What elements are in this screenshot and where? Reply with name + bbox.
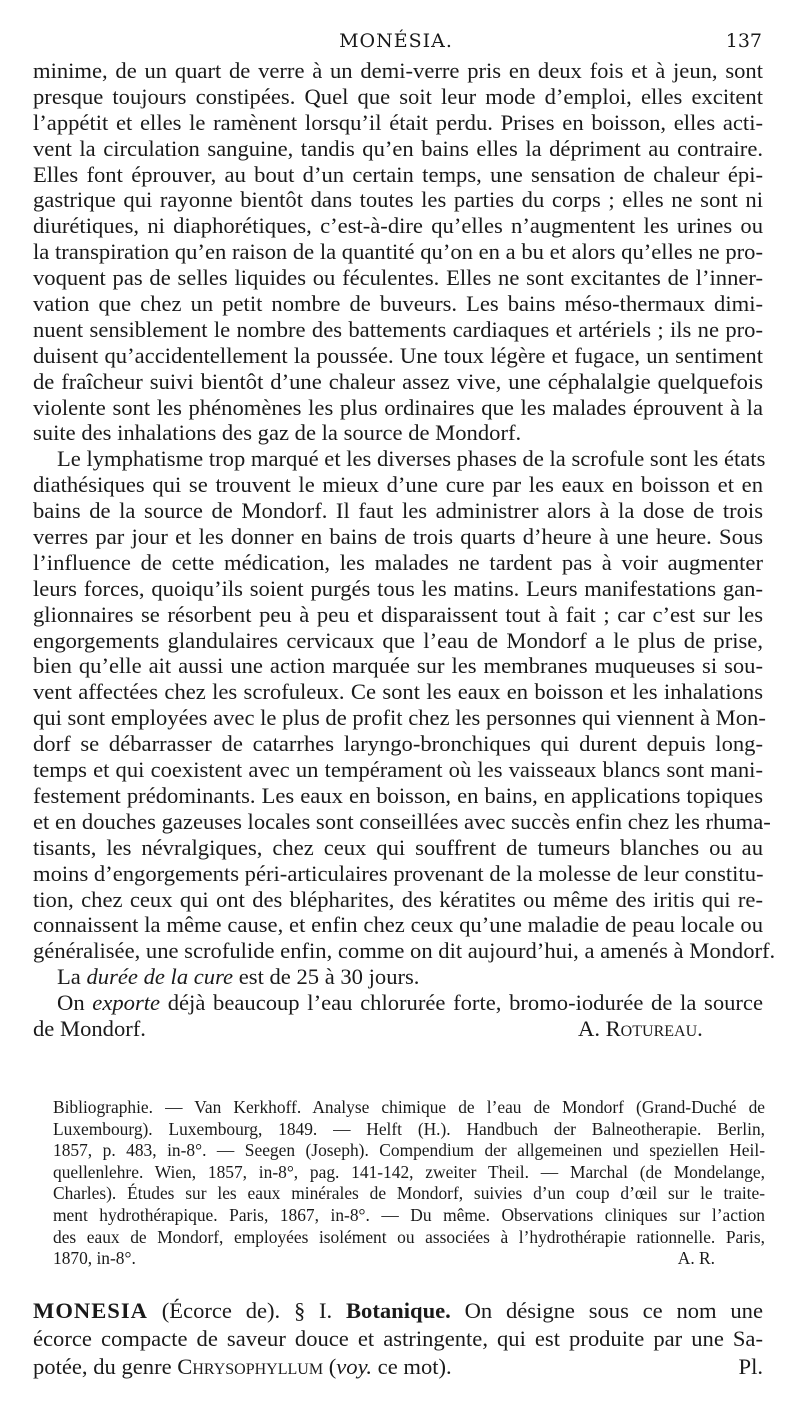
entry-text: ( [323,1354,337,1379]
text: de Mondorf. [33,1015,146,1041]
bibliography-text: Bibliographie. — Van Kerkhoff. Analyse chimique de l’eau de Mondorf (Grand-Duché de [53,1097,765,1117]
entry-line: écorce compacte de saveur douce et astringente, qui est produite par une Sa- [33,1326,763,1351]
text-line: la transpiration qu’en raison de la quantité qu’on en a bu et alors qu’elles ne pro- [33,239,763,265]
bibliography-line [53,1205,765,1227]
bibliography-text: des eaux de Mondorf, employées isolément ou associées à l’hydrothérapie rationnelle. Paris, [53,1226,765,1247]
text-line: vent la circulation sanguine, tandis qu’en bains elles la dépriment au contraire. [33,135,763,161]
text-line: diathésiques qui se trouvent le mieux d’une cure par les eaux en boisson et en [33,472,763,498]
text-line: Elles font éprouver, au bout d’un certain temps, une sensation de chaleur épi- [33,161,763,187]
text-line: l’appétit et elles le ramènent lorsqu’il était perdu. Prises en boisson, elles acti- [33,109,763,135]
text-line: qui sont employées avec le plus de profit chez les personnes qui viennent à Mon- [33,705,766,731]
text-line: connaissent la même cause, et enfin chez ceux qu’une maladie de peau locale ou [33,912,763,938]
text-line: suite des inhalations des gaz de la source de Mondorf. [33,420,522,446]
text-line: généralisée, une scrofulide enfin, comme on dit aujourd’hui, a amenés à Mondorf. [33,938,776,964]
text-line: dorf se débarrasser de catarrhes laryngo-bronchiques qui durent depuis long- [33,731,763,757]
bibliography-text: Luxembourg). Luxembourg, 1849. — Helft (H.). Handbuch der Balneotherapie. Berlin, [53,1118,765,1139]
text-line: bains de la source de Mondorf. Il faut les administrer alors à la dose de trois [33,498,763,524]
bibliography-line [53,1227,765,1249]
bibliography-text: quellenlehre. Wien, 1857, in-8°, pag. 141-142, zweiter Theil. — Marchal (de Mondelange, [53,1161,765,1182]
headword: MONESIA [33,1298,148,1323]
bibliography-text: Charles). Études sur les eaux minérales de Mondorf, suivies d’un coup d’œil sur le traite- [53,1183,765,1204]
bibliography-text: ment hydrothérapique. Paris, 1867, in-8°. — Du même. Observations cliniques sur l’action [53,1204,765,1225]
text-line: violente sont les phénomènes les plus ordinaires que les malades éprouvent à la [33,394,763,420]
entry-text: On désigne sous ce nom une [450,1298,764,1323]
text-line: festement prédominants. Les eaux en boisson, en bains, en applications topiques [33,782,763,808]
text-line: engorgements glandulaires cervicaux que l’eau de Mondorf a le plus de prise, [33,627,763,653]
bibliography-line [53,1183,765,1205]
text-line: et en douches gazeuses locales sont conseillées avec succès enfin chez les rhuma- [33,808,771,834]
text-line: minime, de un quart de verre à un demi-verre pris en deux fois et à jeun, sont [33,58,763,83]
running-header [30,30,762,56]
cross-reference: voy. [336,1354,373,1379]
text-line: bien qu’elle ait aussi une action marquée sur les membranes muqueuses si sou- [33,653,763,679]
text-line: gastrique qui rayonne bientôt dans toutes les parties du corps ; elles ne sont ni [33,187,763,213]
author-signature: A. Rotureau. [578,1015,703,1041]
section-title: Botanique. [345,1298,451,1323]
bibliography-text: 1870, in-8°. [53,1248,136,1269]
bibliography-line [53,1248,765,1270]
text-line: verres par jour et les donner en bains de trois quarts d’heure à une heure. Sous [33,524,763,550]
duree-line [33,964,763,990]
text: La [57,964,87,990]
italic-term: exporte [92,990,161,1016]
text-line: duisent qu’accidentellement la poussée. Une toux légère et fugace, un sentiment [33,342,763,368]
text-line: l’influence de cette médication, les malades ne tardent pas à voir augmenter [33,549,763,575]
bibliography-text: 1857, p. 483, in-8°. — Seegen (Joseph). Compendium der allgemeinen und speziellen Heil- [53,1140,765,1161]
text-line: diurétiques, ni diaphorétiques, c’est-à-dire qu’elles n’augmentent les urines ou [33,213,763,239]
section-mark: § I. [280,1298,346,1323]
italic-term: durée de la cure [86,964,234,990]
entry-line [33,1353,763,1381]
entry-text: ce mot). [372,1354,452,1379]
bibliography-line [53,1097,765,1119]
text-line: vation que chez un petit nombre de buveurs. Les bains méso-thermaux dimi- [33,291,763,317]
page-number: 137 [725,30,762,52]
bibliography [53,1097,765,1270]
running-title: MONÉSIA. [339,30,453,52]
text: déjà beaucoup l’eau chlorurée forte, bromo-iodurée de la source [160,990,763,1016]
entry-text: potée, du genre [33,1354,178,1379]
text-line: leurs forces, quoiqu’ils soient purgés tous les matins. Leurs manifestations gan- [33,575,763,601]
export-line [33,1016,763,1042]
bibliography-signature: A. R. [677,1248,715,1269]
text-line: voquent pas de selles liquides ou féculentes. Elles ne sont excitantes de l’inner- [33,265,763,291]
text-line: temps et qui coexistent avec un tempérament où les vaisseaux blancs sont mani- [33,757,763,783]
text-line: glionnaires se résorbent peu à peu et disparaissent tout à fait ; car c’est sur les [33,601,763,627]
text-line: vent affectées chez les scrofuleux. Ce sont les eaux en boisson et les inhalations [33,679,763,705]
headword-gloss: (Écorce de). [147,1298,281,1323]
monesia-entry [33,1297,763,1381]
text-line: Le lymphatisme trop marqué et les diverses phases de la scrofule sont les états [57,446,766,472]
entry-signature: Pl. [738,1354,763,1379]
text-line: tisants, les névralgiques, chez ceux qui souffrent de tumeurs blanches ou au [33,834,763,860]
entry-line [33,1297,763,1325]
text-line: tion, chez ceux qui ont des blépharites, des kératites ou même des iritis qui re- [33,886,763,912]
bibliography-line [53,1162,765,1184]
text-line: de fraîcheur suivi bientôt d’une chaleur assez vive, une céphalalgie quelquefois [33,368,763,394]
text: est de 25 à 30 jours. [233,964,420,990]
bibliography-line [53,1119,765,1141]
export-line [33,990,763,1016]
genus-name: Chrysophyllum [177,1354,324,1379]
bibliography-line [53,1140,765,1162]
article-body [33,58,776,1042]
text-line: nuent sensiblement le nombre des battements cardiaques et artériels ; ils ne pro- [33,316,763,342]
text-line: presque toujours constipées. Quel que soit leur mode d’emploi, elles excitent [33,83,763,109]
text: On [57,990,93,1016]
text-line: moins d’engorgements péri-articulaires provenant de la molesse de leur constitu- [33,860,764,886]
